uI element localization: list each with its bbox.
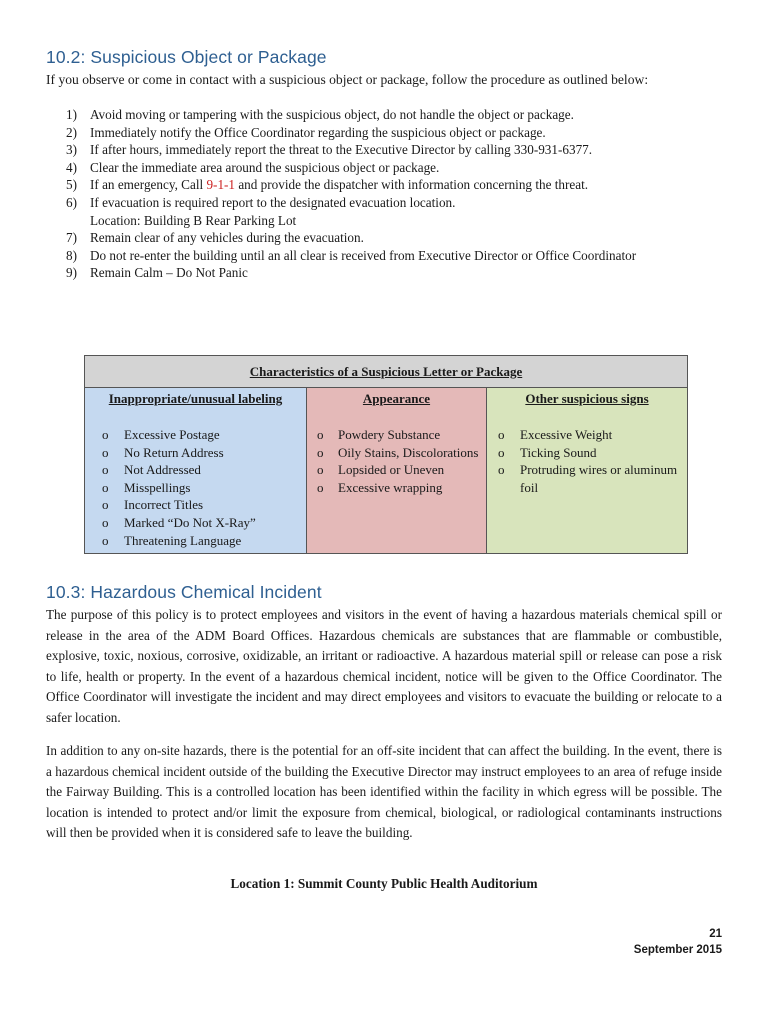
- list-item: o Incorrect Titles: [102, 497, 204, 513]
- column-header: Appearance: [362, 391, 431, 406]
- list-item: 5) If an emergency, Call 9-1-1 and provide the dispatcher with information concerning the threat.: [66, 177, 589, 193]
- location-line: Location 1: Summit County Public Health Auditorium: [230, 876, 538, 891]
- list-item-text: Immediately notify the Office Coordinator regarding the suspicious object or package.: [90, 124, 546, 140]
- appearance-list: [307, 426, 486, 496]
- list-item: o No Return Address: [102, 444, 224, 460]
- table-title: Characteristics of a Suspicious Letter or Package: [85, 356, 687, 388]
- list-item-text: If after hours, immediately report the threat to the Executive Director by calling 330-931-6377.: [90, 142, 593, 158]
- labeling-list: [85, 426, 306, 549]
- list-item: 7) Remain clear of any vehicles during the evacuation.: [66, 230, 364, 246]
- list-item-text: Clear the immediate area around the suspicious object or package.: [90, 159, 440, 175]
- page-date: September 2015: [633, 944, 722, 956]
- list-item-text: If evacuation is required report to the designated evacuation location.: [90, 194, 456, 210]
- column-labeling: [85, 388, 307, 553]
- list-item: o Marked “Do Not X-Ray”: [102, 514, 256, 530]
- other-signs-list: [487, 426, 687, 496]
- list-item: o Lopsided or Uneven: [317, 462, 445, 478]
- list-item: o Excessive Weight: [498, 427, 613, 442]
- column-header: Other suspicious signs: [525, 391, 649, 406]
- list-item-text: Remain Calm – Do Not Panic: [90, 265, 248, 281]
- list-item: o Threatening Language: [102, 532, 242, 548]
- list-item: o Protruding wires or aluminum foil: [498, 462, 678, 495]
- list-item-text: Avoid moving or tampering with the suspicious object, do not handle the object or package.: [90, 107, 574, 122]
- list-item: 3) If after hours, immediately report the threat to the Executive Director by calling 330-931-6377.: [66, 142, 593, 158]
- list-item: 8) Do not re-enter the building until an all clear is received from Executive Director or Office Coordinator: [66, 247, 637, 263]
- column-appearance: [307, 388, 487, 553]
- list-item: o Ticking Sound: [498, 444, 597, 460]
- list-item: 6) If evacuation is required report to the designated evacuation location. Location: Building B Rear Parking Lot: [46, 194, 726, 229]
- paragraph-offsite: In addition to any on-site hazards, there is the potential for an off-site incident that can affect the building. In the event, there is a hazardous chemical incident outside of the building the Executive Director may instruct employees to an area of refuge inside the Fairway Building. This is a controlled location has been identified within the facility in which egress will be possible. The location is intended to protect and/or limit the exposure from chemical, biological, or radiological contaminants instructions will then be provided when it is considered safe to leave the building.: [46, 743, 722, 840]
- list-item-text: Do not re-enter the building until an all clear is received from Executive Director or Office Coordinator: [90, 247, 637, 263]
- list-item: o Misspellings: [102, 479, 191, 495]
- page-number: 21: [709, 928, 722, 940]
- list-item: o Excessive Postage: [102, 427, 220, 442]
- list-item: o Excessive wrapping: [317, 479, 443, 495]
- procedure-list: [46, 106, 726, 282]
- list-item: 4) Clear the immediate area around the suspicious object or package.: [66, 159, 440, 175]
- suspicious-package-table: [84, 355, 688, 554]
- list-item: o Powdery Substance: [317, 427, 441, 442]
- list-item: 9) Remain Calm – Do Not Panic: [66, 265, 248, 281]
- section-heading-hazardous-chemical: 10.3: Hazardous Chemical Incident: [46, 582, 322, 602]
- emergency-number: 9-1-1: [206, 177, 236, 193]
- column-other-signs: [487, 388, 687, 553]
- list-item: 2) Immediately notify the Office Coordinator regarding the suspicious object or package.: [66, 124, 546, 140]
- list-item: 1) Avoid moving or tampering with the suspicious object, do not handle the object or package.: [66, 107, 574, 122]
- list-item: o Oily Stains, Discolorations: [317, 444, 479, 460]
- paragraph-purpose: The purpose of this policy is to protect employees and visitors in the event of having a hazardous materials chemical spill or release in the area of the ADM Board Offices. Hazardous chemicals are substances that are flammable or combustible, explosive, toxic, noxious, corrosive, oxidizable, an irritant or radioactive. A hazardous material spill or release can pose a risk to life, health or property. In the event of a hazardous chemical incident, notice will be given to the Office Coordinator. The Office Coordinator will investigate the incident and may direct employees and visitors to evacuate the building or relocate to a safer location.: [46, 607, 722, 725]
- list-item: o Not Addressed: [102, 462, 201, 478]
- section-heading-suspicious-object: 10.2: Suspicious Object or Package: [46, 47, 327, 67]
- column-header: Inappropriate/unusual labeling: [108, 391, 283, 406]
- intro-text: If you observe or come in contact with a suspicious object or package, follow the procedure as outlined below:: [46, 72, 649, 87]
- evacuation-location: Location: Building B Rear Parking Lot: [90, 212, 297, 228]
- list-item-text: Remain clear of any vehicles during the evacuation.: [90, 230, 364, 246]
